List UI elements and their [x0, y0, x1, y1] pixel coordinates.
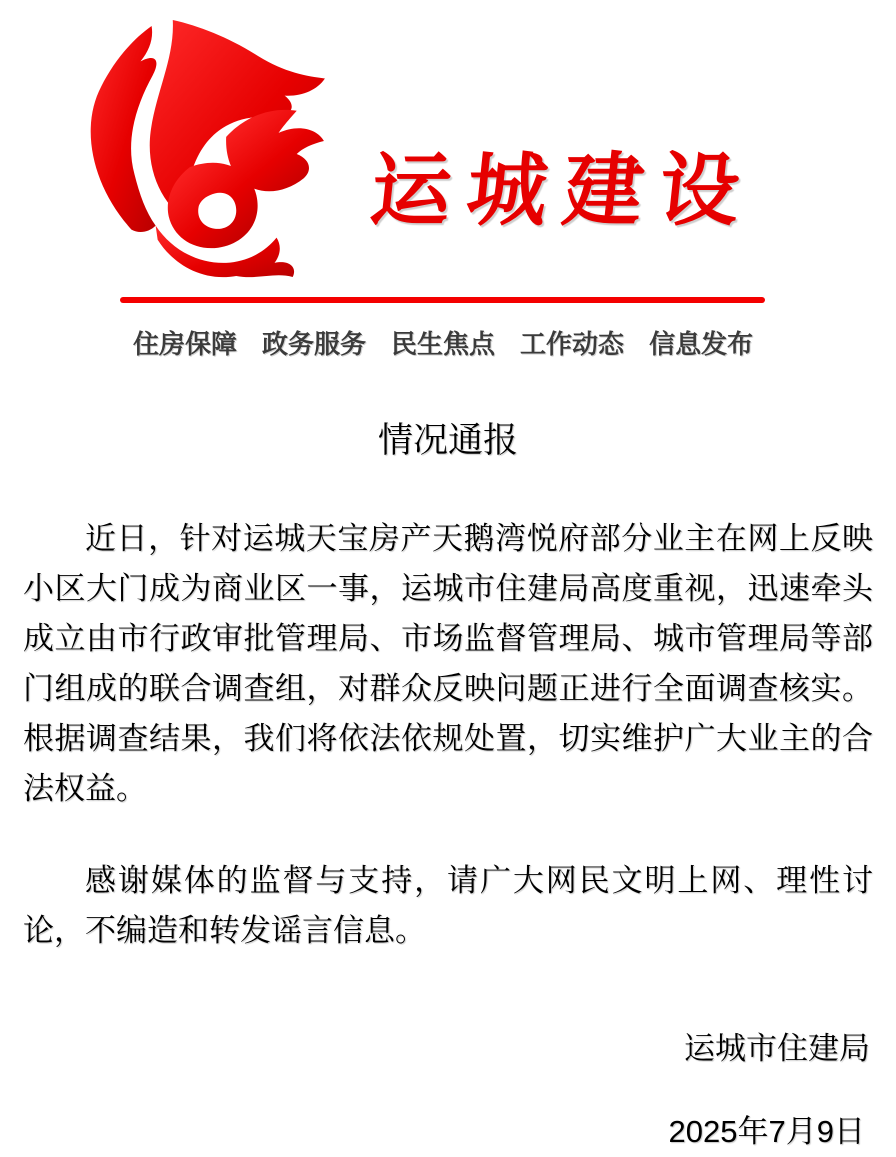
issuer-signature: 运城市住建局: [684, 1031, 870, 1066]
site-title: 运城建设: [366, 146, 760, 235]
nav-item-government-services[interactable]: 政务服务: [262, 329, 367, 359]
nav-item-work-updates[interactable]: 工作动态: [520, 329, 625, 359]
notice-title: 情况通报: [377, 421, 518, 460]
notice-paragraph-1: 近日，针对运城天宝房产天鹅湾悦府部分业主在网上反映小区大门成为商业区一事，运城市住建局高度重视，迅速牵头成立由市行政审批管理局、市场监督管理局、城市管理局等部门组成的联合调查组，对群众反映问题正进行全面调查核实。根据调查结果，我们将依法依规处置，切实维护广大业主的合法权益。: [23, 521, 873, 806]
nav-bar: [133, 324, 753, 361]
phoenix-ribbon-logo-icon: [76, 18, 330, 280]
notice-body: [23, 514, 873, 956]
nav-item-housing-security[interactable]: 住房保障: [133, 329, 238, 359]
issue-date: 2025年7月9日: [668, 1114, 865, 1149]
red-divider-line: [120, 297, 765, 303]
notice-paragraph-2: 感谢媒体的监督与支持，请广大网民文明上网、理性讨论，不编造和转发谣言信息。: [23, 863, 873, 948]
nav-item-info-release[interactable]: 信息发布: [649, 329, 754, 359]
notice-content: [23, 420, 873, 1157]
nav-item-livelihood-focus[interactable]: 民生焦点: [391, 329, 496, 359]
